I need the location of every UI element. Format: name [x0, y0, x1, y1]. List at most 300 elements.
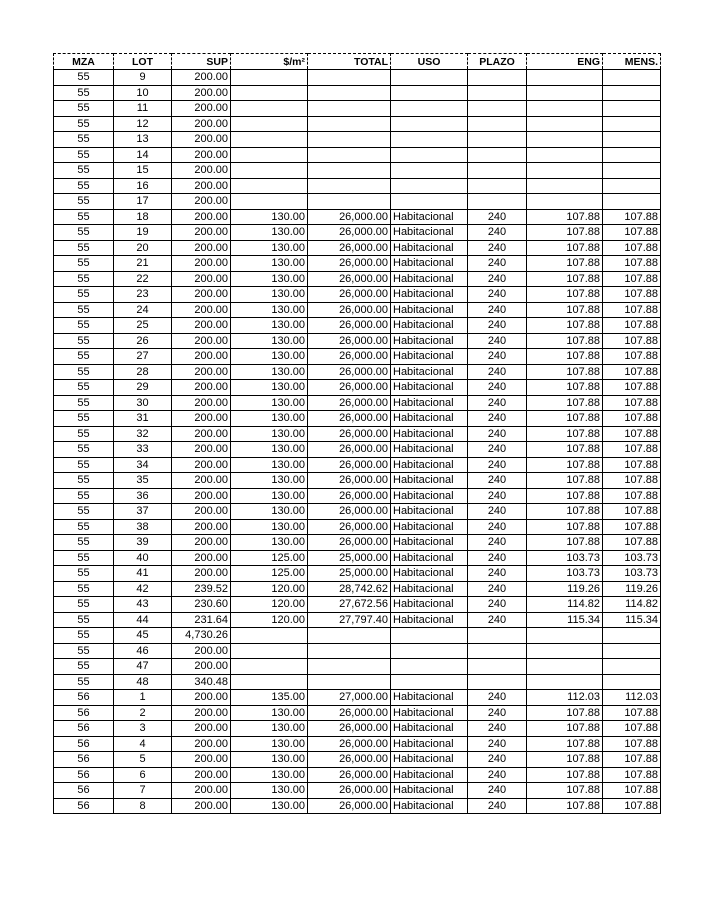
cell-total: 26,000.00 — [308, 752, 391, 768]
cell-mens — [603, 194, 661, 210]
cell-total — [308, 132, 391, 148]
cell-mza: 55 — [54, 349, 114, 365]
cell-lot: 42 — [114, 581, 172, 597]
cell-uso — [391, 101, 468, 117]
table-row — [54, 721, 661, 737]
cell-eng — [527, 163, 603, 179]
cell-lot: 19 — [114, 225, 172, 241]
cell-eng: 112.03 — [527, 690, 603, 706]
cell-uso: Habitacional — [391, 721, 468, 737]
table-row — [54, 674, 661, 690]
cell-lot: 23 — [114, 287, 172, 303]
table-row — [54, 349, 661, 365]
cell-mens: 107.88 — [603, 380, 661, 396]
table-row — [54, 488, 661, 504]
cell-uso: Habitacional — [391, 442, 468, 458]
table-row — [54, 504, 661, 520]
cell-mza: 55 — [54, 411, 114, 427]
cell-price-per-m2: 130.00 — [231, 457, 308, 473]
cell-lot: 10 — [114, 85, 172, 101]
cell-plazo: 240 — [468, 566, 527, 582]
cell-eng — [527, 70, 603, 86]
cell-lot: 48 — [114, 674, 172, 690]
cell-lot: 3 — [114, 721, 172, 737]
table-row — [54, 364, 661, 380]
cell-uso — [391, 85, 468, 101]
cell-mens: 103.73 — [603, 550, 661, 566]
table-row — [54, 690, 661, 706]
table-row — [54, 271, 661, 287]
cell-uso: Habitacional — [391, 767, 468, 783]
cell-mens — [603, 178, 661, 194]
cell-sup: 200.00 — [172, 566, 231, 582]
cell-lot: 36 — [114, 488, 172, 504]
cell-sup: 200.00 — [172, 519, 231, 535]
cell-lot: 31 — [114, 411, 172, 427]
cell-mens — [603, 163, 661, 179]
cell-lot: 29 — [114, 380, 172, 396]
cell-total: 26,000.00 — [308, 225, 391, 241]
cell-mens — [603, 70, 661, 86]
cell-plazo — [468, 643, 527, 659]
cell-price-per-m2: 130.00 — [231, 721, 308, 737]
cell-lot: 17 — [114, 194, 172, 210]
cell-total: 26,000.00 — [308, 364, 391, 380]
cell-total: 26,000.00 — [308, 256, 391, 272]
cell-eng: 107.88 — [527, 302, 603, 318]
cell-sup: 200.00 — [172, 380, 231, 396]
cell-uso: Habitacional — [391, 488, 468, 504]
table-row — [54, 705, 661, 721]
cell-mza: 55 — [54, 116, 114, 132]
cell-lot: 38 — [114, 519, 172, 535]
cell-lot: 18 — [114, 209, 172, 225]
cell-eng — [527, 628, 603, 644]
cell-uso: Habitacional — [391, 473, 468, 489]
cell-mens: 107.88 — [603, 287, 661, 303]
cell-sup: 200.00 — [172, 194, 231, 210]
cell-total: 26,000.00 — [308, 380, 391, 396]
cell-sup: 200.00 — [172, 426, 231, 442]
cell-mens: 107.88 — [603, 488, 661, 504]
cell-total — [308, 194, 391, 210]
cell-sup: 200.00 — [172, 767, 231, 783]
cell-mens: 107.88 — [603, 798, 661, 814]
cell-total: 26,000.00 — [308, 302, 391, 318]
cell-price-per-m2: 130.00 — [231, 349, 308, 365]
cell-price-per-m2 — [231, 163, 308, 179]
cell-total: 26,000.00 — [308, 318, 391, 334]
cell-plazo: 240 — [468, 597, 527, 613]
cell-uso: Habitacional — [391, 690, 468, 706]
cell-eng — [527, 85, 603, 101]
cell-mens — [603, 116, 661, 132]
cell-mens: 107.88 — [603, 225, 661, 241]
cell-mens: 103.73 — [603, 566, 661, 582]
cell-sup: 200.00 — [172, 721, 231, 737]
cell-eng: 107.88 — [527, 705, 603, 721]
cell-plazo: 240 — [468, 798, 527, 814]
cell-sup: 200.00 — [172, 411, 231, 427]
cell-price-per-m2: 130.00 — [231, 442, 308, 458]
cell-lot: 14 — [114, 147, 172, 163]
table-row — [54, 287, 661, 303]
cell-mza: 55 — [54, 643, 114, 659]
cell-total: 26,000.00 — [308, 504, 391, 520]
cell-mza: 55 — [54, 318, 114, 334]
table-row — [54, 178, 661, 194]
cell-uso: Habitacional — [391, 287, 468, 303]
cell-total: 26,000.00 — [308, 240, 391, 256]
cell-sup: 200.00 — [172, 659, 231, 675]
cell-mza: 56 — [54, 798, 114, 814]
cell-mens: 107.88 — [603, 256, 661, 272]
table-row — [54, 163, 661, 179]
cell-price-per-m2 — [231, 643, 308, 659]
cell-total: 26,000.00 — [308, 705, 391, 721]
cell-eng: 107.88 — [527, 209, 603, 225]
cell-price-per-m2: 130.00 — [231, 209, 308, 225]
cell-sup: 200.00 — [172, 752, 231, 768]
cell-lot: 15 — [114, 163, 172, 179]
table-row — [54, 612, 661, 628]
cell-eng: 107.88 — [527, 736, 603, 752]
table-row — [54, 519, 661, 535]
cell-uso: Habitacional — [391, 519, 468, 535]
cell-price-per-m2: 130.00 — [231, 411, 308, 427]
cell-eng: 107.88 — [527, 752, 603, 768]
cell-eng: 107.88 — [527, 767, 603, 783]
cell-lot: 40 — [114, 550, 172, 566]
table-row — [54, 752, 661, 768]
cell-plazo: 240 — [468, 767, 527, 783]
cell-mza: 56 — [54, 736, 114, 752]
cell-eng: 107.88 — [527, 364, 603, 380]
cell-mza: 55 — [54, 488, 114, 504]
cell-lot: 45 — [114, 628, 172, 644]
cell-mza: 55 — [54, 674, 114, 690]
cell-mens: 114.82 — [603, 597, 661, 613]
cell-price-per-m2 — [231, 132, 308, 148]
cell-price-per-m2 — [231, 70, 308, 86]
cell-lot: 6 — [114, 767, 172, 783]
cell-mza: 55 — [54, 550, 114, 566]
cell-uso: Habitacional — [391, 612, 468, 628]
cell-sup: 200.00 — [172, 271, 231, 287]
cell-sup: 239.52 — [172, 581, 231, 597]
cell-plazo: 240 — [468, 442, 527, 458]
cell-price-per-m2: 130.00 — [231, 488, 308, 504]
cell-uso — [391, 147, 468, 163]
cell-plazo: 240 — [468, 333, 527, 349]
cell-eng: 107.88 — [527, 519, 603, 535]
cell-lot: 41 — [114, 566, 172, 582]
cell-uso: Habitacional — [391, 411, 468, 427]
cell-mza: 56 — [54, 705, 114, 721]
cell-mza: 55 — [54, 628, 114, 644]
cell-uso: Habitacional — [391, 535, 468, 551]
cell-price-per-m2 — [231, 101, 308, 117]
cell-total: 26,000.00 — [308, 271, 391, 287]
cell-sup: 200.00 — [172, 225, 231, 241]
cell-mza: 55 — [54, 659, 114, 675]
table-row — [54, 426, 661, 442]
cell-mza: 55 — [54, 504, 114, 520]
cell-sup: 200.00 — [172, 395, 231, 411]
col-header-price-per-m2: $/m² — [231, 54, 308, 70]
cell-plazo: 240 — [468, 581, 527, 597]
cell-total: 26,000.00 — [308, 442, 391, 458]
cell-mza: 55 — [54, 271, 114, 287]
cell-price-per-m2: 130.00 — [231, 287, 308, 303]
cell-uso — [391, 116, 468, 132]
cell-price-per-m2 — [231, 147, 308, 163]
lots-table — [53, 53, 661, 814]
table-row — [54, 628, 661, 644]
cell-price-per-m2 — [231, 178, 308, 194]
cell-sup: 200.00 — [172, 240, 231, 256]
col-header-lot: LOT — [114, 54, 172, 70]
table-row — [54, 302, 661, 318]
cell-lot: 37 — [114, 504, 172, 520]
cell-eng — [527, 101, 603, 117]
cell-plazo: 240 — [468, 209, 527, 225]
cell-lot: 7 — [114, 783, 172, 799]
cell-plazo: 240 — [468, 721, 527, 737]
cell-sup: 200.00 — [172, 302, 231, 318]
cell-mens: 107.88 — [603, 767, 661, 783]
cell-mens: 107.88 — [603, 519, 661, 535]
cell-lot: 8 — [114, 798, 172, 814]
cell-lot: 46 — [114, 643, 172, 659]
cell-price-per-m2: 130.00 — [231, 519, 308, 535]
header-row — [54, 54, 661, 70]
cell-mens — [603, 674, 661, 690]
cell-price-per-m2 — [231, 85, 308, 101]
cell-lot: 28 — [114, 364, 172, 380]
cell-uso: Habitacional — [391, 364, 468, 380]
cell-lot: 5 — [114, 752, 172, 768]
cell-total: 26,000.00 — [308, 535, 391, 551]
cell-plazo: 240 — [468, 395, 527, 411]
cell-uso — [391, 628, 468, 644]
cell-lot: 9 — [114, 70, 172, 86]
cell-price-per-m2: 130.00 — [231, 736, 308, 752]
cell-uso — [391, 659, 468, 675]
cell-eng — [527, 116, 603, 132]
cell-sup: 200.00 — [172, 85, 231, 101]
cell-sup: 200.00 — [172, 550, 231, 566]
cell-total: 26,000.00 — [308, 783, 391, 799]
cell-mza: 55 — [54, 566, 114, 582]
table-row — [54, 256, 661, 272]
table-row — [54, 395, 661, 411]
cell-mza: 55 — [54, 132, 114, 148]
cell-total — [308, 101, 391, 117]
cell-plazo — [468, 85, 527, 101]
cell-uso: Habitacional — [391, 271, 468, 287]
cell-total — [308, 643, 391, 659]
cell-lot: 39 — [114, 535, 172, 551]
cell-price-per-m2: 120.00 — [231, 612, 308, 628]
col-header-total: TOTAL — [308, 54, 391, 70]
cell-eng: 103.73 — [527, 566, 603, 582]
cell-mens — [603, 85, 661, 101]
cell-price-per-m2: 130.00 — [231, 333, 308, 349]
cell-plazo: 240 — [468, 519, 527, 535]
cell-eng: 107.88 — [527, 225, 603, 241]
cell-sup: 200.00 — [172, 349, 231, 365]
cell-price-per-m2: 130.00 — [231, 504, 308, 520]
cell-price-per-m2: 130.00 — [231, 752, 308, 768]
cell-eng: 107.88 — [527, 380, 603, 396]
cell-eng: 107.88 — [527, 473, 603, 489]
table-row — [54, 101, 661, 117]
cell-eng: 119.26 — [527, 581, 603, 597]
cell-uso: Habitacional — [391, 240, 468, 256]
cell-plazo — [468, 147, 527, 163]
cell-sup: 200.00 — [172, 132, 231, 148]
cell-plazo — [468, 178, 527, 194]
cell-total: 26,000.00 — [308, 473, 391, 489]
cell-uso: Habitacional — [391, 349, 468, 365]
cell-price-per-m2: 130.00 — [231, 240, 308, 256]
cell-plazo: 240 — [468, 271, 527, 287]
cell-uso: Habitacional — [391, 752, 468, 768]
table-row — [54, 194, 661, 210]
cell-mens: 107.88 — [603, 240, 661, 256]
cell-eng: 107.88 — [527, 318, 603, 334]
cell-sup: 200.00 — [172, 333, 231, 349]
cell-mza: 55 — [54, 70, 114, 86]
cell-mens: 107.88 — [603, 364, 661, 380]
cell-sup: 200.00 — [172, 783, 231, 799]
cell-total: 26,000.00 — [308, 333, 391, 349]
cell-plazo: 240 — [468, 411, 527, 427]
cell-lot: 21 — [114, 256, 172, 272]
cell-mens: 107.88 — [603, 395, 661, 411]
cell-mens: 107.88 — [603, 736, 661, 752]
cell-uso: Habitacional — [391, 736, 468, 752]
cell-uso — [391, 70, 468, 86]
col-header-plazo: PLAZO — [468, 54, 527, 70]
cell-total: 26,000.00 — [308, 426, 391, 442]
cell-plazo — [468, 194, 527, 210]
table-row — [54, 85, 661, 101]
cell-mens: 107.88 — [603, 411, 661, 427]
cell-price-per-m2: 125.00 — [231, 550, 308, 566]
cell-lot: 34 — [114, 457, 172, 473]
cell-mza: 55 — [54, 597, 114, 613]
cell-mza: 55 — [54, 395, 114, 411]
table-row — [54, 225, 661, 241]
cell-mens: 107.88 — [603, 318, 661, 334]
table-row — [54, 736, 661, 752]
col-header-sup: SUP — [172, 54, 231, 70]
table-row — [54, 473, 661, 489]
cell-plazo: 240 — [468, 256, 527, 272]
cell-price-per-m2: 130.00 — [231, 473, 308, 489]
cell-mens: 107.88 — [603, 473, 661, 489]
cell-plazo — [468, 628, 527, 644]
cell-price-per-m2: 130.00 — [231, 783, 308, 799]
cell-sup: 200.00 — [172, 643, 231, 659]
cell-total: 26,000.00 — [308, 457, 391, 473]
cell-mza: 56 — [54, 752, 114, 768]
cell-sup: 231.64 — [172, 612, 231, 628]
cell-mens: 107.88 — [603, 271, 661, 287]
cell-eng: 107.88 — [527, 798, 603, 814]
table-row — [54, 380, 661, 396]
cell-total — [308, 178, 391, 194]
cell-uso: Habitacional — [391, 256, 468, 272]
table-row — [54, 132, 661, 148]
cell-total: 25,000.00 — [308, 566, 391, 582]
cell-plazo — [468, 132, 527, 148]
cell-plazo: 240 — [468, 380, 527, 396]
cell-mens — [603, 643, 661, 659]
cell-sup: 200.00 — [172, 256, 231, 272]
cell-total: 26,000.00 — [308, 209, 391, 225]
table-row — [54, 783, 661, 799]
cell-eng: 107.88 — [527, 783, 603, 799]
cell-total: 26,000.00 — [308, 349, 391, 365]
table-row — [54, 550, 661, 566]
cell-sup: 200.00 — [172, 442, 231, 458]
cell-mza: 55 — [54, 612, 114, 628]
cell-sup: 200.00 — [172, 287, 231, 303]
cell-mza: 55 — [54, 85, 114, 101]
cell-price-per-m2: 130.00 — [231, 705, 308, 721]
cell-uso: Habitacional — [391, 457, 468, 473]
cell-total — [308, 163, 391, 179]
cell-sup: 200.00 — [172, 364, 231, 380]
cell-total: 28,742.62 — [308, 581, 391, 597]
cell-mens: 107.88 — [603, 349, 661, 365]
cell-price-per-m2: 120.00 — [231, 597, 308, 613]
cell-mza: 55 — [54, 178, 114, 194]
cell-price-per-m2 — [231, 628, 308, 644]
cell-eng: 107.88 — [527, 287, 603, 303]
cell-plazo: 240 — [468, 364, 527, 380]
cell-lot: 44 — [114, 612, 172, 628]
table-row — [54, 318, 661, 334]
cell-price-per-m2: 130.00 — [231, 302, 308, 318]
cell-price-per-m2: 120.00 — [231, 581, 308, 597]
cell-eng: 107.88 — [527, 411, 603, 427]
cell-total: 26,000.00 — [308, 798, 391, 814]
cell-eng: 107.88 — [527, 488, 603, 504]
cell-mza: 55 — [54, 194, 114, 210]
cell-uso: Habitacional — [391, 798, 468, 814]
table-row — [54, 116, 661, 132]
cell-uso: Habitacional — [391, 333, 468, 349]
cell-plazo: 240 — [468, 504, 527, 520]
table-row — [54, 597, 661, 613]
cell-sup: 200.00 — [172, 209, 231, 225]
cell-mza: 55 — [54, 364, 114, 380]
cell-total — [308, 659, 391, 675]
table-row — [54, 411, 661, 427]
cell-price-per-m2: 130.00 — [231, 798, 308, 814]
cell-plazo: 240 — [468, 550, 527, 566]
col-header-uso: USO — [391, 54, 468, 70]
cell-total: 27,672.56 — [308, 597, 391, 613]
cell-eng: 107.88 — [527, 426, 603, 442]
cell-plazo: 240 — [468, 705, 527, 721]
cell-total: 26,000.00 — [308, 287, 391, 303]
cell-lot: 35 — [114, 473, 172, 489]
